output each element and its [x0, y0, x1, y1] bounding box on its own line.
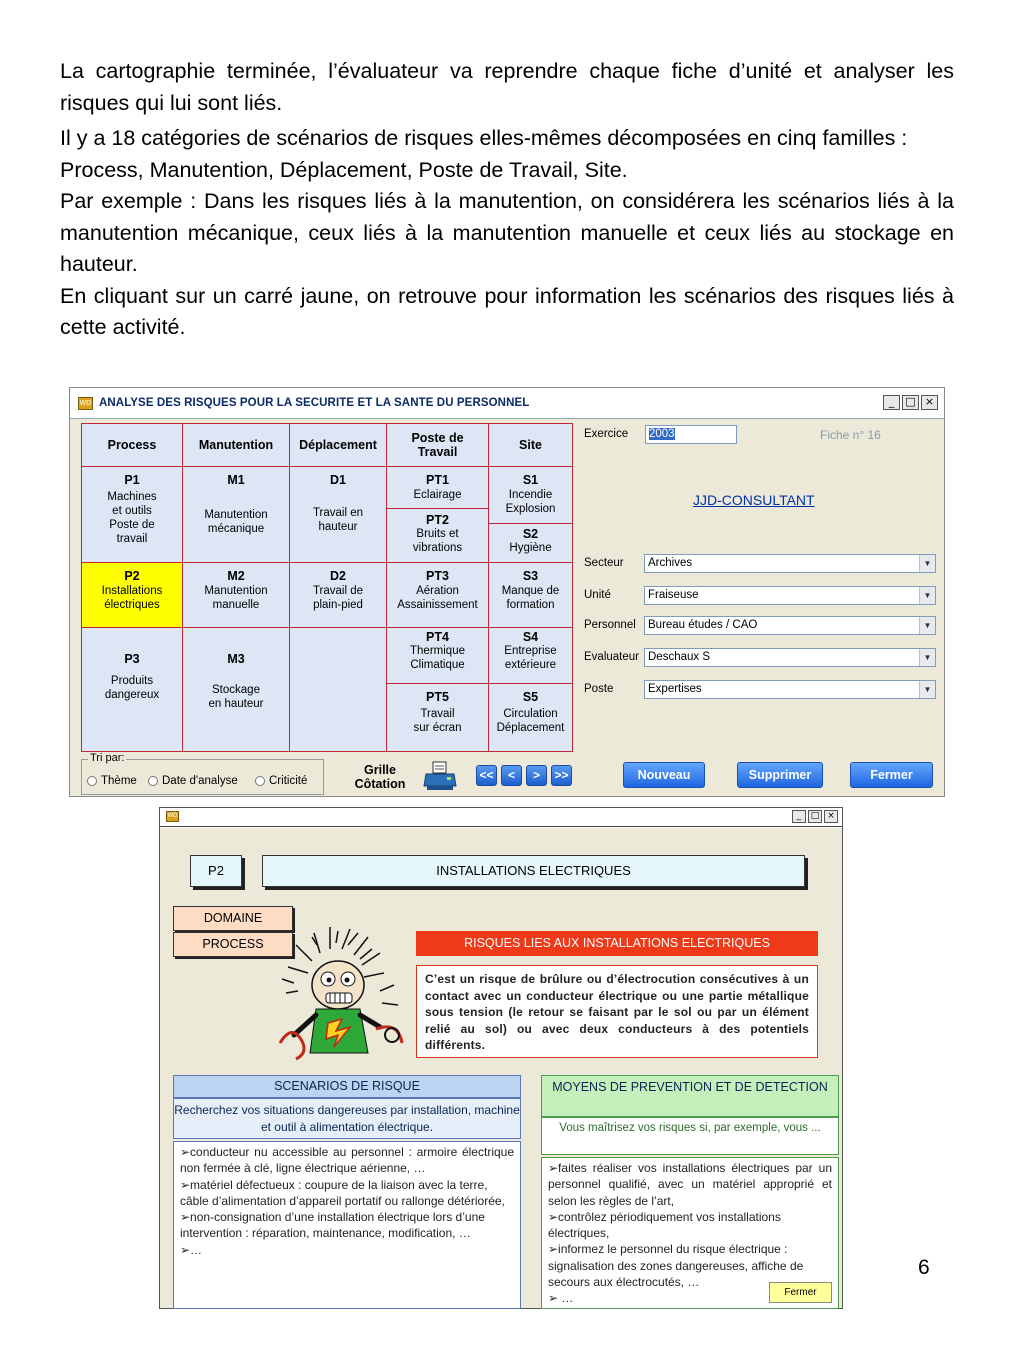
cell-label: Circulation Déplacement	[496, 708, 565, 734]
last-record-button[interactable]: >>	[551, 765, 572, 786]
personnel-value: Bureau études / CAO	[648, 619, 758, 631]
cell-label: Manutention mécanique	[204, 509, 268, 535]
cell-label: Entreprise extérieure	[504, 645, 557, 671]
cell-m1[interactable]	[182, 466, 290, 563]
cell-d1[interactable]	[289, 466, 387, 563]
supprimer-button[interactable]: Supprimer	[737, 762, 823, 788]
fermer-button[interactable]: Fermer	[769, 1282, 832, 1303]
radio-label: Thème	[101, 775, 137, 787]
cell-label: Eclairage	[413, 489, 462, 501]
cell-pt1[interactable]	[386, 466, 489, 509]
cell-code: PT4	[426, 630, 449, 644]
page-number: 6	[918, 1256, 930, 1279]
cell-code: PT2	[426, 513, 449, 527]
cell-label: Machines et outils Poste de travail	[107, 491, 157, 545]
dropdown-arrow-icon[interactable]: ▼	[919, 555, 935, 572]
evaluateur-label: Evaluateur	[584, 651, 639, 663]
nouveau-button[interactable]: Nouveau	[623, 762, 705, 788]
header-manutention: Manutention	[182, 423, 290, 467]
cell-label: Manutention manuelle	[204, 585, 268, 611]
intro-paragraph-3: Process, Manutention, Déplacement, Poste de Travail, Site.	[60, 157, 628, 182]
cell-s3[interactable]	[488, 562, 573, 628]
cell-code: PT3	[426, 569, 449, 583]
cell-pt2[interactable]	[386, 508, 489, 563]
secteur-label: Secteur	[584, 557, 624, 569]
intro-paragraph-2: Il y a 18 catégories de scénarios de risques elles-mêmes décomposées en cinq familles :	[60, 126, 908, 150]
cell-s1[interactable]	[488, 466, 573, 524]
header-deplacement: Déplacement	[289, 423, 387, 467]
minimize-button[interactable]: _	[792, 810, 806, 823]
radio-label: Date d'analyse	[162, 775, 238, 787]
sort-theme-radio[interactable]	[87, 775, 137, 787]
exercice-input[interactable]	[645, 425, 737, 444]
close-button[interactable]: ×	[921, 395, 938, 410]
cell-p1[interactable]	[81, 466, 183, 563]
cell-pt4[interactable]	[386, 627, 489, 684]
list-item: ➢ …	[548, 1291, 574, 1306]
fiche-number: Fiche n° 16	[820, 428, 881, 442]
unite-value: Fraiseuse	[648, 589, 699, 601]
minimize-button[interactable]: _	[883, 395, 900, 410]
window-titlebar	[70, 388, 944, 419]
first-record-button[interactable]: <<	[476, 765, 497, 786]
cell-code: PT5	[426, 690, 449, 704]
exercice-value: 2003	[649, 428, 675, 440]
list-item: ➢contrôlez périodiquement vos installations électriques,	[548, 1209, 781, 1241]
header-site: Site	[488, 423, 573, 467]
header-poste-travail: Poste de Travail	[386, 423, 489, 467]
cell-s4[interactable]	[488, 627, 573, 684]
poste-label: Poste	[584, 683, 614, 695]
cell-label: Travail de plain-pied	[312, 585, 364, 611]
cell-label: Bruits et vibrations	[412, 528, 463, 554]
cell-code: P2	[124, 569, 140, 583]
sort-legend: Tri par:	[90, 752, 125, 764]
window-titlebar	[160, 808, 842, 827]
sort-date-radio[interactable]	[148, 775, 238, 787]
cell-code: D1	[330, 473, 346, 487]
header-process: Process	[81, 423, 183, 467]
cell-s5[interactable]	[488, 683, 573, 752]
intro-paragraph-4: Par exemple : Dans les risques liés à la manutention, on considérera les scénarios liés à la manutention mécanique, ceux liés à la manutention manuelle et ceux liés au stockage en hauteur.	[60, 189, 954, 276]
next-record-button[interactable]: >	[526, 765, 547, 786]
prevention-header: MOYENS DE PREVENTION ET DE DETECTION	[541, 1075, 839, 1117]
unite-select[interactable]	[644, 586, 936, 605]
list-item: ➢…	[180, 1242, 203, 1257]
app-icon: WD	[166, 811, 179, 822]
maximize-button[interactable]: □	[808, 810, 822, 823]
close-button[interactable]: ×	[824, 810, 838, 823]
risk-description: C’est un risque de brûlure ou d’électrocution consécutives à un contact avec un conducteur électrique ou une partie métallique sous tension (le retour se faisant par le sol ou par un élément relié au sol) ou avec deux conducteurs à des potentiels différents.	[416, 965, 818, 1058]
risk-header: RISQUES LIES AUX INSTALLATIONS ELECTRIQUES	[416, 931, 818, 956]
cell-label: Hygiène	[509, 542, 552, 554]
poste-select[interactable]	[644, 680, 936, 699]
app-icon: WD	[78, 397, 93, 410]
cell-label: Manque de formation	[501, 585, 560, 611]
cell-code: S5	[522, 690, 539, 704]
fermer-button[interactable]: Fermer	[850, 762, 933, 788]
scenarios-subtitle: Recherchez vos situations dangereuses par installation, machine et outil à alimentation électrique.	[173, 1098, 521, 1139]
evaluateur-value: Deschaux S	[648, 651, 711, 663]
cell-label: Installations électriques	[101, 585, 163, 611]
cell-s2[interactable]	[488, 523, 573, 563]
intro-paragraph-5: En cliquant sur un carré jaune, on retrouve pour information les scénarios des risques liés à cette activité.	[60, 283, 954, 339]
cell-pt3[interactable]	[386, 562, 489, 628]
cell-pt5[interactable]	[386, 683, 489, 752]
cell-p2[interactable]	[81, 562, 183, 628]
cell-p3[interactable]	[81, 627, 183, 752]
cell-empty	[289, 627, 387, 752]
cell-code: D2	[330, 569, 346, 583]
prevention-subtitle: Vous maîtrisez vos risques si, par exemple, vous ...	[541, 1117, 839, 1155]
cell-m2[interactable]	[182, 562, 290, 628]
cell-code: S4	[522, 630, 539, 644]
grille-cotation-label: Grille Côtation	[354, 763, 406, 791]
unite-label: Unité	[584, 589, 611, 601]
cell-code: M2	[227, 569, 245, 583]
window-title: ANALYSE DES RISQUES POUR LA SECURITE ET LA SANTE DU PERSONNEL	[99, 397, 530, 409]
maximize-button[interactable]: □	[902, 395, 919, 410]
electrocuted-person-icon	[272, 923, 422, 1073]
evaluateur-select[interactable]	[644, 648, 936, 667]
secteur-value: Archives	[648, 557, 693, 569]
dropdown-arrow-icon[interactable]: ▼	[919, 681, 935, 698]
cell-label: Travail sur écran	[413, 708, 462, 734]
list-item: ➢conducteur nu accessible au personnel : armoire électrique non fermée à clé, ligne électrique aérienne, …	[180, 1145, 514, 1176]
cell-d2[interactable]	[289, 562, 387, 628]
cell-code: S3	[522, 569, 539, 583]
personnel-select[interactable]	[644, 616, 936, 635]
radio-label: Criticité	[269, 775, 308, 787]
detail-content	[160, 828, 842, 1308]
previous-record-button[interactable]: <	[501, 765, 522, 786]
dropdown-arrow-icon[interactable]: ▼	[919, 617, 935, 634]
consultant-link[interactable]: JJD-CONSULTANT	[693, 492, 815, 508]
cell-label: Travail en hauteur	[312, 507, 364, 533]
cell-code: P1	[124, 473, 140, 487]
dropdown-arrow-icon[interactable]: ▼	[919, 587, 935, 604]
cell-code: PT1	[426, 473, 449, 487]
dropdown-arrow-icon[interactable]: ▼	[919, 649, 935, 666]
sort-criticite-radio[interactable]	[255, 775, 307, 787]
personnel-label: Personnel	[584, 619, 636, 631]
cell-label: Incendie Explosion	[505, 489, 556, 515]
cell-label: Aération Assainissement	[397, 585, 478, 611]
printer-icon[interactable]	[423, 760, 457, 792]
exercice-label: Exercice	[584, 428, 629, 440]
cell-m3[interactable]	[182, 627, 290, 752]
category-title: INSTALLATIONS ELECTRIQUES	[262, 855, 805, 887]
list-item: ➢faites réaliser vos installations électriques par un personnel qualifié, avec un matériel approprié et selon les règles de l’art,	[548, 1161, 832, 1208]
risk-analysis-window	[69, 387, 945, 797]
sort-group	[81, 752, 324, 795]
risk-detail-window	[159, 807, 843, 1309]
cell-code: S1	[522, 473, 539, 487]
cell-label: Produits dangereux	[104, 675, 160, 701]
risk-category-grid	[81, 423, 573, 752]
list-item: ➢informez le personnel du risque électrique : signalisation des zones dangereuses, affiche de secours aux électrocutés, …	[548, 1242, 804, 1290]
scenarios-header: SCENARIOS DE RISQUE	[173, 1075, 521, 1098]
list-item: ➢matériel défectueux : coupure de la liaison avec la terre, câble d’alimentation d’appareil portatif ou rallonge détériorée,	[180, 1177, 505, 1208]
intro-paragraph-1: La cartographie terminée, l’évaluateur va reprendre chaque fiche d’unité et analyser les risques qui lui sont liés.	[60, 59, 954, 115]
cell-label: Thermique Climatique	[410, 645, 465, 671]
domaine-label: DOMAINE	[173, 906, 293, 931]
category-code: P2	[190, 855, 242, 887]
cell-code: P3	[124, 652, 140, 666]
cell-code: M3	[227, 652, 245, 666]
process-label: PROCESS	[173, 932, 293, 957]
list-item: ➢non-consignation d’une installation électrique lors d’une intervention : réparation, maintenance, modification, …	[180, 1210, 485, 1241]
secteur-select[interactable]	[644, 554, 936, 573]
cell-code: S2	[522, 527, 539, 541]
cell-code: M1	[227, 473, 245, 487]
intro-text	[60, 56, 954, 344]
cell-label: Stockage en hauteur	[208, 684, 264, 710]
scenarios-list	[173, 1141, 521, 1309]
poste-value: Expertises	[648, 683, 702, 695]
